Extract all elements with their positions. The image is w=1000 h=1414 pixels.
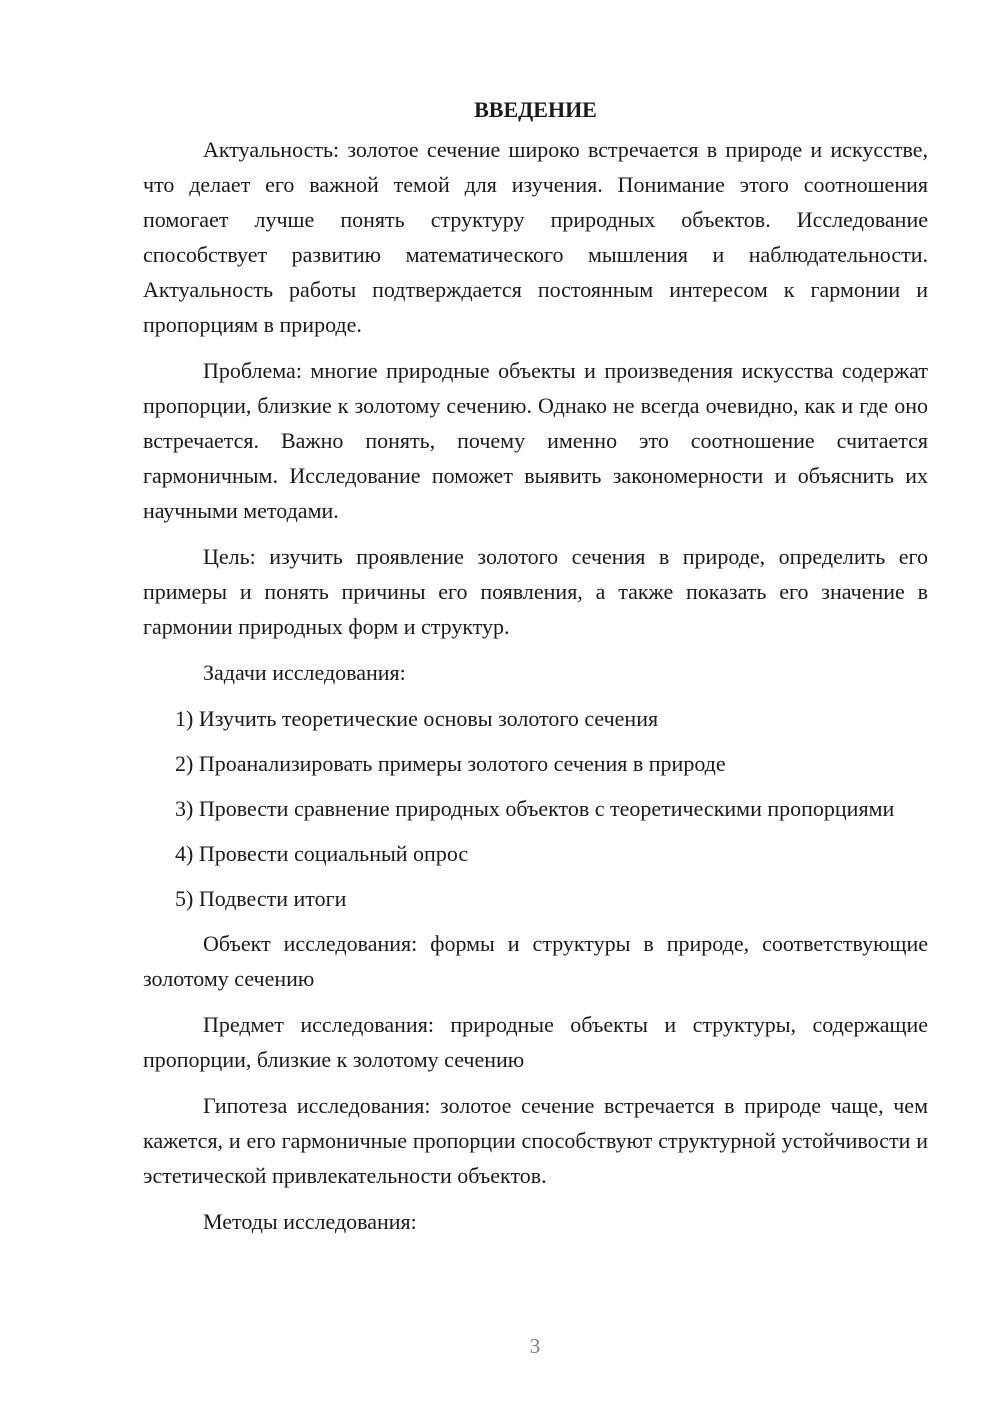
hypothesis-paragraph: Гипотеза исследования: золотое сечение встречается в природе чаще, чем кажется, и его гармоничные пропорции способствуют структурной устойчивости и эстетической привлекательности объектов. bbox=[143, 1093, 928, 1188]
tasks-heading: Задачи исследования: bbox=[203, 660, 406, 685]
page-number: 3 bbox=[529, 1334, 541, 1358]
task-item-4: 4) Провести социальный опрос bbox=[175, 841, 469, 866]
goal-paragraph: Цель: изучить проявление золотого сечения в природе, определить его примеры и понять причины его появления, а также показать его значение в гармонии природных форм и структур. bbox=[143, 544, 928, 639]
task-item-5: 5) Подвести итоги bbox=[175, 886, 347, 911]
research-object-paragraph: Объект исследования: формы и структуры в природе, соответствующие золотому сечению bbox=[143, 931, 928, 991]
section-title: ВВЕДЕНИЕ bbox=[474, 97, 597, 122]
methods-heading: Методы исследования: bbox=[203, 1209, 417, 1234]
task-item-2: 2) Проанализировать примеры золотого сечения в природе bbox=[175, 751, 726, 776]
task-item-1: 1) Изучить теоретические основы золотого сечения bbox=[175, 706, 659, 731]
research-subject-paragraph: Предмет исследования: природные объекты и структуры, содержащие пропорции, близкие к золотому сечению bbox=[143, 1012, 928, 1072]
relevance-paragraph: Актуальность: золотое сечение широко встречается в природе и искусстве, что делает его важной темой для изучения. Понимание этого соотношения помогает лучше понять структуру природных объектов. Исследование способствует развитию математического мышления и наблюдательности. Актуальность работы подтверждается постоянным интересом к гармонии и пропорциям в природе. bbox=[143, 137, 928, 337]
task-item-3: 3) Провести сравнение природных объектов с теоретическими пропорциями bbox=[175, 796, 895, 821]
page-content bbox=[143, 92, 928, 1250]
problem-paragraph: Проблема: многие природные объекты и произведения искусства содержат пропорции, близкие к золотому сечению. Однако не всегда очевидно, как и где оно встречается. Важно понять, почему именно это соотношение считается гармоничным. Исследование поможет выявить закономерности и объяснить их научными методами. bbox=[143, 358, 928, 523]
